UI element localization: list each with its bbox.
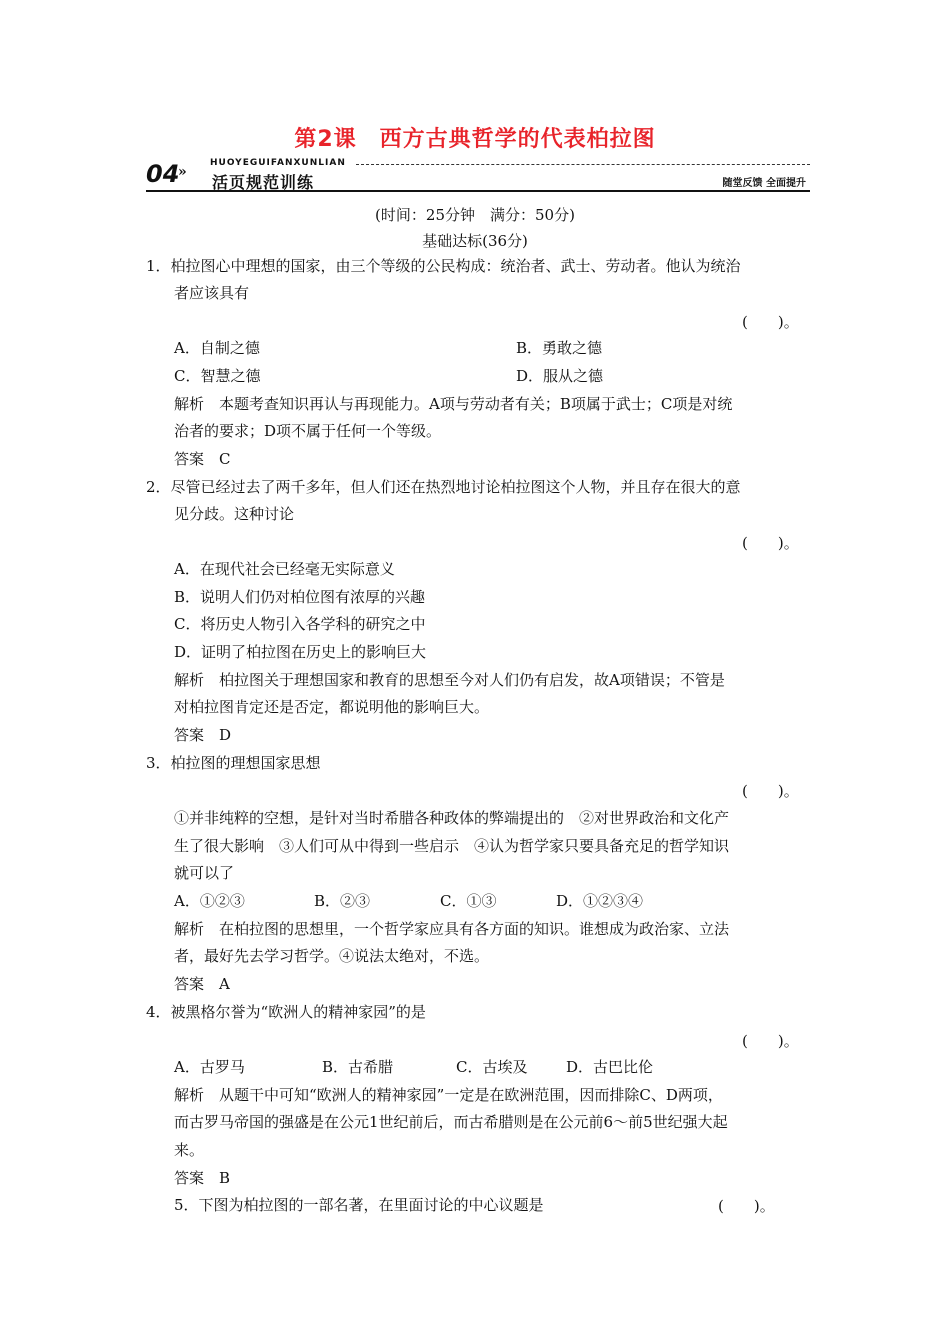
q1-analysis-line2: 治者的要求；D项不属于任何一个等级。	[174, 422, 442, 440]
q4-option-d: D．古巴比伦	[566, 1058, 654, 1076]
q3-items-line2: 生了很大影响 ③人们可从中得到一些启示 ④认为哲学家只要具备充足的哲学知识	[174, 837, 730, 855]
q1-option-a: A．自制之德	[174, 339, 260, 357]
q2-stem-line2: 见分歧。这种讨论	[174, 505, 295, 523]
page-title: 第2课 西方古典哲学的代表柏拉图	[294, 127, 656, 152]
q1-option-c: C．智慧之德	[174, 367, 261, 385]
q3-option-b: B．②③	[314, 892, 371, 910]
q4-analysis-line2: 而古罗马帝国的强盛是在公元1世纪前后，而古希腊则是在公元前6～前5世纪强大起	[174, 1113, 728, 1131]
q3-items-line3: 就可以了	[174, 864, 235, 882]
q2-option-d: D．证明了柏拉图在历史上的影响巨大	[174, 643, 427, 661]
q1-answer: 答案 C	[174, 450, 231, 468]
q1-stem-line2: 者应该具有	[174, 284, 250, 302]
banner-number: 04	[146, 160, 180, 188]
q3-option-d: D．①②③④	[556, 892, 644, 910]
q3-analysis-line1: 解析 在柏拉图的思想里，一个哲学家应具有各方面的知识。谁想成为政治家、立法	[174, 920, 730, 938]
q2-answer-blank: ( )。	[742, 534, 799, 552]
q4-option-b: B．古希腊	[322, 1058, 394, 1076]
q4-stem: 4．被黑格尔誉为“欧洲人的精神家园”的是	[146, 1003, 426, 1021]
banner-slogan: 随堂反馈 全面提升	[722, 178, 806, 189]
q3-answer: 答案 A	[174, 975, 230, 993]
q3-stem: 3．柏拉图的理想国家思想	[146, 754, 321, 772]
q2-option-c: C．将历史人物引入各学科的研究之中	[174, 615, 426, 633]
q4-analysis-line3: 来。	[174, 1141, 205, 1159]
q2-option-b: B．说明人们仍对柏位图有浓厚的兴趣	[174, 588, 426, 606]
section-heading: 基础达标(36分)	[422, 232, 528, 250]
q2-analysis-line2: 对柏拉图肯定还是否定，都说明他的影响巨大。	[174, 698, 490, 716]
q2-answer: 答案 D	[174, 726, 232, 744]
banner-rule	[146, 190, 810, 192]
q3-option-c: C．①③	[440, 892, 497, 910]
q3-answer-blank: ( )。	[742, 782, 799, 800]
q2-option-a: A．在现代社会已经毫无实际意义	[174, 560, 395, 578]
q1-answer-blank: ( )。	[742, 313, 799, 331]
q1-stem-line1: 1．柏拉图心中理想的国家，由三个等级的公民构成：统治者、武士、劳动者。他认为统治	[146, 257, 741, 275]
q3-option-a: A．①②③	[174, 892, 245, 910]
banner-label: 活页规范训练	[212, 173, 315, 192]
q5-stem: 5．下图为柏拉图的一部名著，在里面讨论的中心议题是	[174, 1196, 544, 1214]
time-score-info: (时间：25分钟 满分：50分)	[375, 206, 575, 224]
q1-option-b: B．勇敢之德	[516, 339, 603, 357]
q1-option-d: D．服从之德	[516, 367, 604, 385]
banner-dotted-line	[356, 164, 810, 165]
q2-stem-line1: 2．尽管已经过去了两千多年，但人们还在热烈地讨论柏拉图这个人物，并且存在很大的意	[146, 478, 741, 496]
q4-answer-blank: ( )。	[742, 1032, 799, 1050]
q4-answer: 答案 B	[174, 1169, 231, 1187]
q3-items-line1: ①并非纯粹的空想，是针对当时希腊各种政体的弊端提出的 ②对世界政治和文化产	[174, 809, 730, 827]
q3-analysis-line2: 者，最好先去学习哲学。④说法太绝对，不选。	[174, 947, 490, 965]
banner-pinyin: HUOYEGUIFANXUNLIAN	[210, 158, 346, 168]
q4-option-a: A．古罗马	[174, 1058, 245, 1076]
q4-option-c: C．古埃及	[456, 1058, 528, 1076]
q5-answer-blank: ( )。	[718, 1197, 775, 1215]
double-arrow-icon: »	[178, 164, 187, 180]
q4-analysis-line1: 解析 从题干中可知“欧洲人的精神家园”一定是在欧洲范围，因而排除C、D两项，	[174, 1086, 723, 1104]
section-banner	[146, 156, 810, 192]
q1-analysis-line1: 解析 本题考查知识再认与再现能力。A项与劳动者有关；B项属于武士；C项是对统	[174, 395, 733, 413]
q2-analysis-line1: 解析 柏拉图关于理想国家和教育的思想至今对人们仍有启发，故A项错误；不管是	[174, 671, 725, 689]
